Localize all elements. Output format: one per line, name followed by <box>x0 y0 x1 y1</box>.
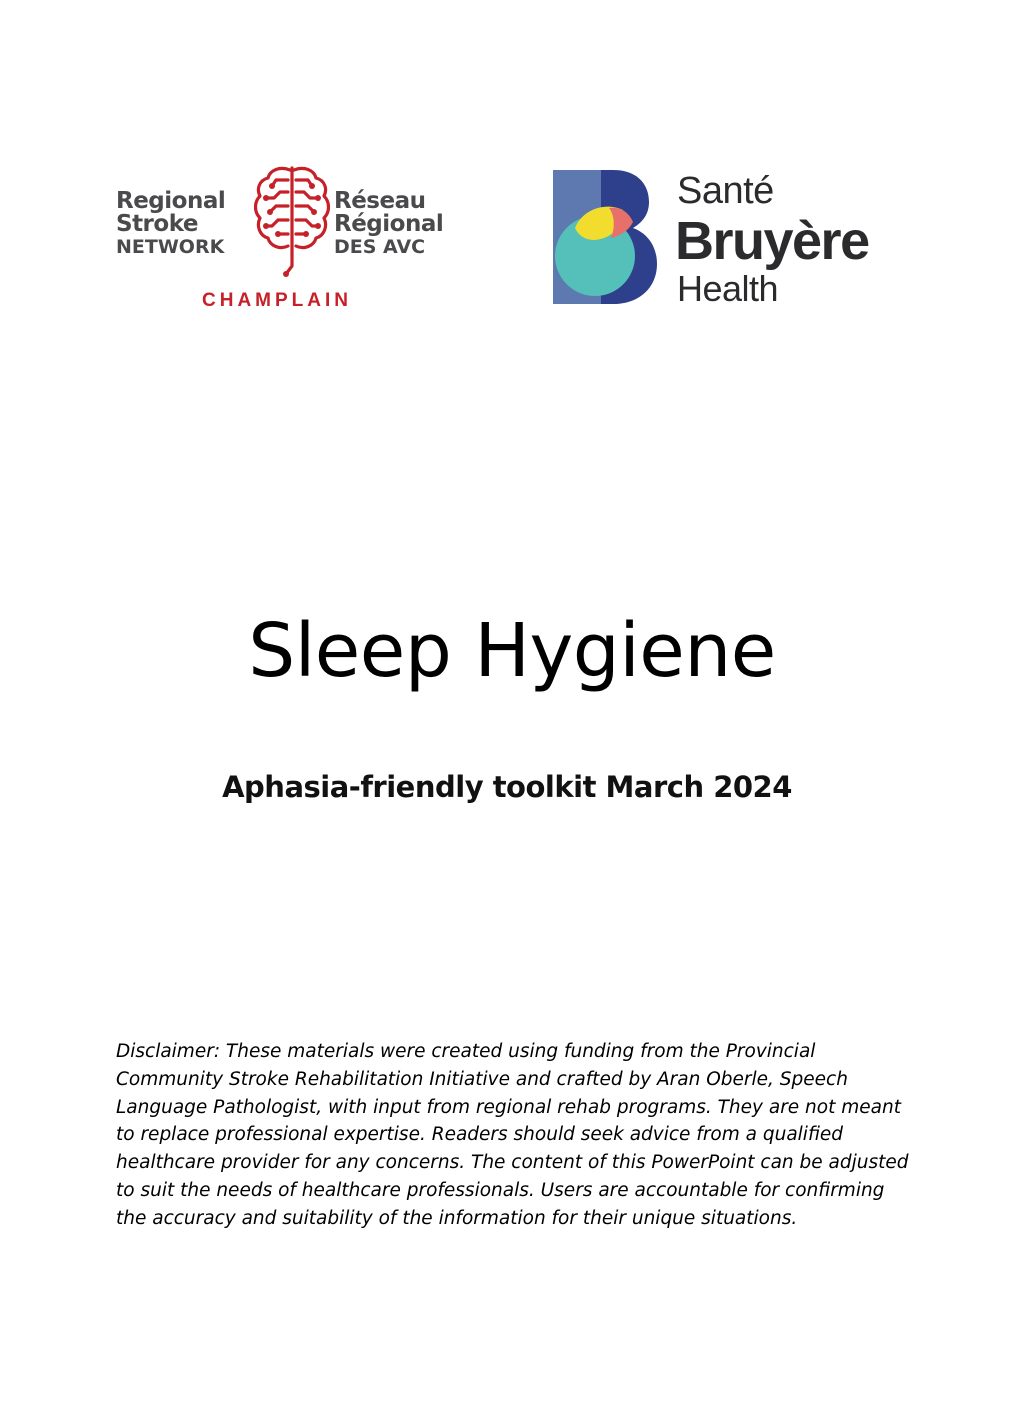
rsn-fr-line2: Régional <box>334 211 444 237</box>
document-subtitle: Aphasia-friendly toolkit March 2024 <box>222 770 792 804</box>
disclaimer-line: to replace professional expertise. Readers should seek advice from a qualified <box>116 1124 844 1146</box>
sbh-word-bruyere: Bruyère <box>675 211 869 271</box>
sante-bruyere-health-logo <box>553 170 925 309</box>
disclaimer-line: the accuracy and suitability of the information for their unique situations. <box>116 1207 798 1229</box>
disclaimer-line: Community Stroke Rehabilitation Initiative and crafted by Aran Oberle, Speech <box>116 1068 848 1090</box>
sbh-word-sante: Santé <box>677 170 774 212</box>
sbh-word-health: Health <box>677 268 779 309</box>
rsn-en-line3: NETWORK <box>116 236 225 258</box>
regional-stroke-network-logo <box>116 164 462 310</box>
rsn-fr-line3: DES AVC <box>334 236 426 258</box>
disclaimer-line: Language Pathologist, with input from regional rehab programs. They are not meant <box>116 1096 901 1118</box>
brain-circuit-icon <box>254 164 330 284</box>
rsn-en-line1: Regional <box>116 188 226 214</box>
disclaimer-line: Disclaimer: These materials were created using funding from the Provincial <box>116 1041 816 1062</box>
document-title: Sleep Hygiene <box>248 608 776 694</box>
rsn-english-name <box>116 190 225 259</box>
rsn-fr-line1: Réseau <box>334 188 426 214</box>
rsn-en-line2: Stroke <box>116 211 198 237</box>
disclaimer-line: to suit the needs of healthcare professionals. Users are accountable for confirming <box>116 1179 885 1201</box>
rsn-french-name <box>334 190 443 259</box>
bruyere-b-mark-icon <box>553 170 657 304</box>
disclaimer <box>116 1038 916 1233</box>
disclaimer-line: healthcare provider for any concerns. The content of this PowerPoint can be adjusted <box>116 1152 909 1174</box>
rsn-region-label: CHAMPLAIN <box>202 290 352 311</box>
